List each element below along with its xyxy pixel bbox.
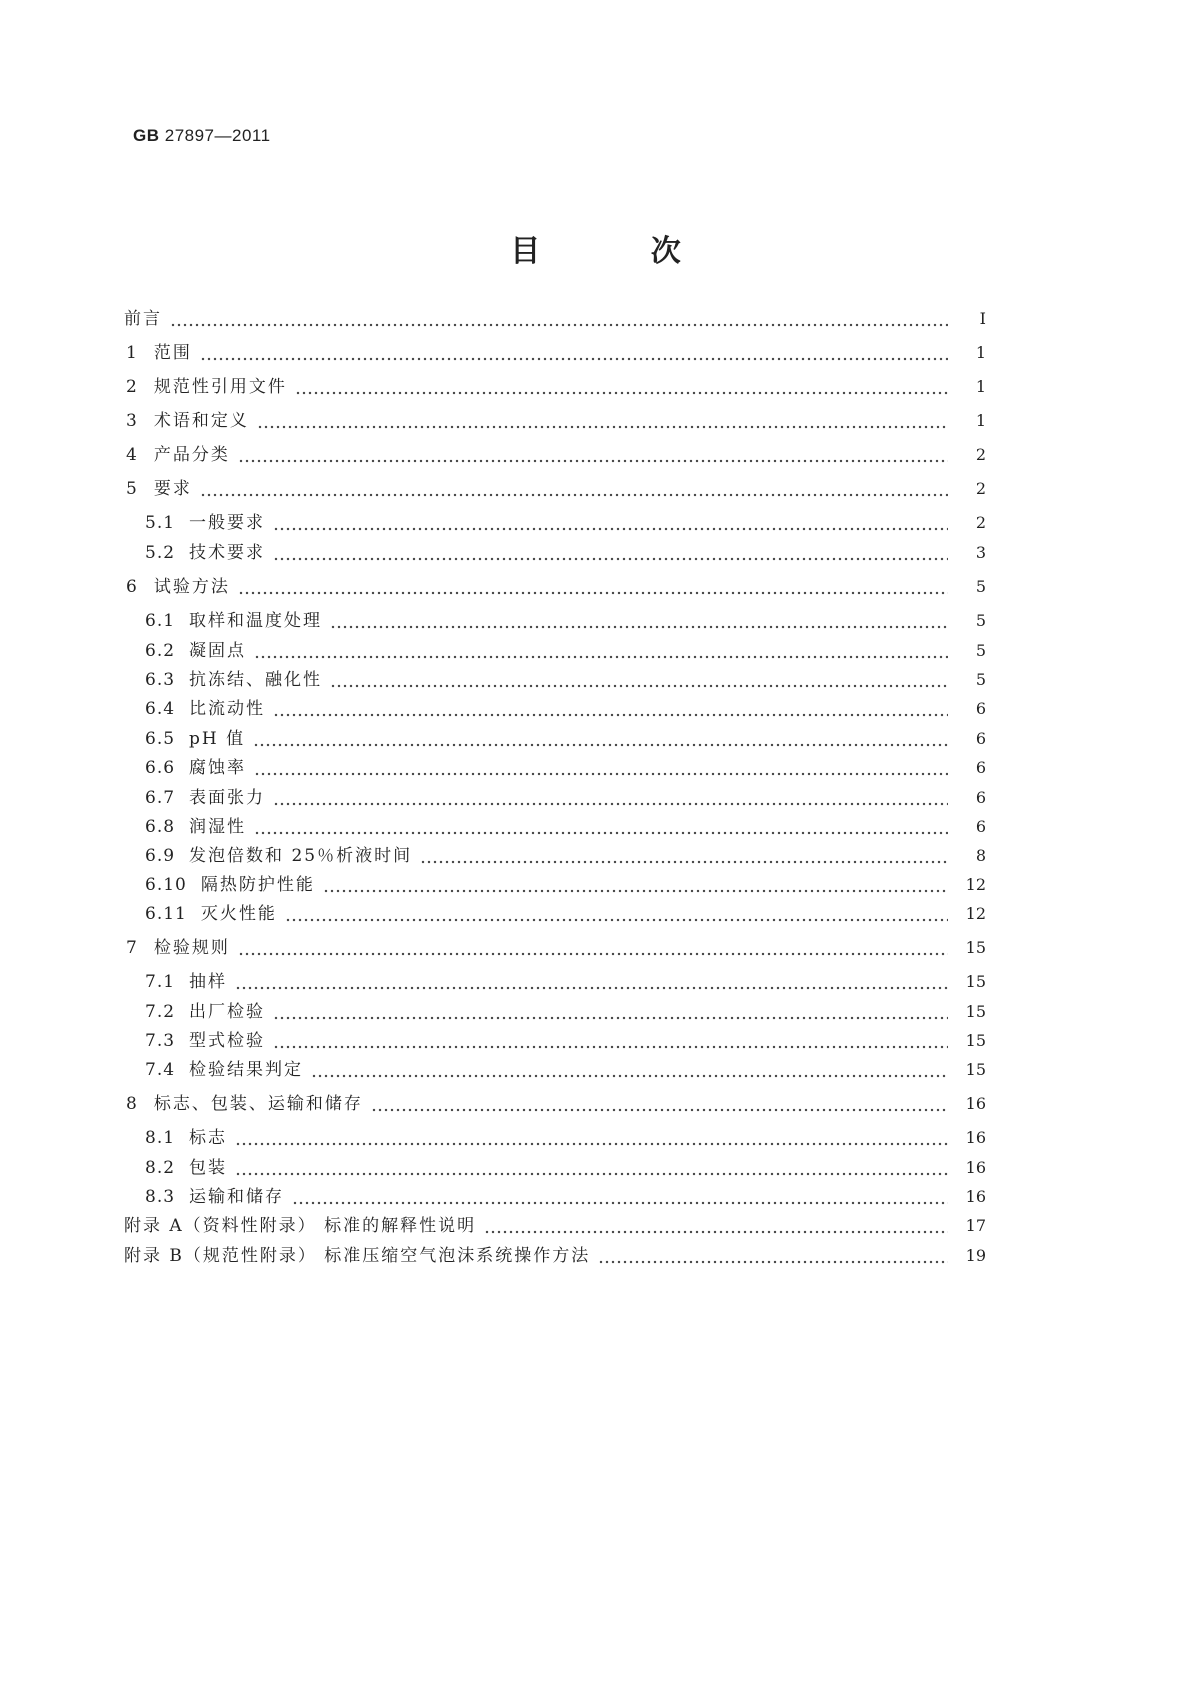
toc-entry-page: 19 (965, 1246, 986, 1265)
toc-entry-label (126, 443, 230, 467)
toc-leader-dots (254, 639, 948, 663)
toc-entry[interactable] (0, 1244, 1191, 1268)
toc-entry[interactable] (0, 307, 1191, 331)
toc-entry-page: 1 (975, 411, 986, 430)
toc-leader-dots (253, 727, 948, 751)
toc-entry-page: 5 (975, 670, 986, 689)
toc-leader-dots (254, 756, 948, 780)
toc-entry-label (126, 409, 249, 433)
toc-entry-page: 2 (975, 479, 986, 498)
toc-entry-label (145, 756, 246, 780)
toc-leader-dots (420, 844, 948, 868)
toc-leader-dots (273, 786, 948, 810)
toc-entry-title: 型式检验 (189, 1031, 266, 1051)
toc-entry-title: 取样和温度处理 (189, 611, 323, 631)
toc-entry[interactable] (0, 697, 1191, 721)
toc-entry-label (145, 815, 246, 839)
toc-entry-number: 8.3 (145, 1187, 176, 1207)
toc-entry-title: 出厂检验 (189, 1002, 266, 1022)
toc-entry-page: 5 (975, 641, 986, 660)
toc-entry-number: 7.2 (145, 1002, 176, 1022)
toc-entry-label (126, 477, 192, 501)
toc-leader-dots (273, 1000, 948, 1024)
toc-entry[interactable] (0, 375, 1191, 399)
toc-entry-label (145, 541, 265, 565)
toc-entry-title: pH 值 (189, 729, 246, 749)
toc-entry[interactable] (0, 575, 1191, 599)
toc-entry-number: 5 (126, 479, 138, 499)
toc-entry[interactable] (0, 541, 1191, 565)
toc-leader-dots (238, 443, 948, 467)
toc-entry-page: 6 (975, 758, 986, 777)
toc-entry[interactable] (0, 786, 1191, 810)
toc-entry-label (145, 511, 265, 535)
toc-entry-label (145, 1126, 227, 1150)
toc-entry-number: 7 (126, 938, 138, 958)
toc-entry-number: 3 (126, 411, 138, 431)
toc-entry-page: 12 (965, 904, 986, 923)
toc-entry-number: 6.3 (145, 670, 176, 690)
toc-entry-page: 12 (965, 875, 986, 894)
toc-entry-page: 15 (965, 1031, 986, 1050)
toc-entry-number: 6.8 (145, 817, 176, 837)
toc-entry-label (145, 668, 322, 692)
toc-leader-dots (238, 936, 948, 960)
toc-entry-page: 17 (965, 1216, 986, 1235)
toc-entry-title: 标志 (189, 1128, 228, 1148)
toc-entry-page: 16 (965, 1094, 986, 1113)
toc-entry-page: 5 (975, 577, 986, 596)
toc-entry-title: 灭火性能 (200, 904, 277, 924)
toc-entry-number: 6 (126, 577, 138, 597)
toc-entry[interactable] (0, 1156, 1191, 1180)
toc-entry-number: 5.1 (145, 513, 176, 533)
toc-entry-label (145, 1185, 284, 1209)
toc-leader-dots (295, 375, 948, 399)
toc-entry-label (145, 609, 322, 633)
toc-entry-page: 16 (965, 1187, 986, 1206)
toc-entry-title: 附录 B（规范性附录） 标准压缩空气泡沫系统操作方法 (124, 1246, 591, 1266)
toc-entry[interactable] (0, 902, 1191, 926)
toc-leader-dots (311, 1058, 948, 1082)
toc-entry-number: 6.4 (145, 699, 176, 719)
toc-entry-page: 2 (975, 445, 986, 464)
toc-entry-number: 5.2 (145, 543, 176, 563)
toc-entry[interactable] (0, 409, 1191, 433)
toc-leader-dots (371, 1092, 948, 1116)
toc-entry-title: 要求 (153, 479, 192, 499)
toc-entry-number: 8 (126, 1094, 138, 1114)
toc-entry-label (145, 639, 246, 663)
toc-title: 目 次 (510, 234, 731, 269)
toc-entry-title: 隔热防护性能 (200, 875, 315, 895)
toc-entry-number: 8.2 (145, 1158, 176, 1178)
toc-entry-page: 6 (975, 788, 986, 807)
standard-number: 27897—2011 (164, 126, 271, 145)
toc-entry[interactable] (0, 639, 1191, 663)
toc-leader-dots (323, 873, 948, 897)
toc-entry-page: 15 (965, 972, 986, 991)
toc-leader-dots (257, 409, 948, 433)
toc-entry-label (145, 697, 265, 721)
toc-entry[interactable] (0, 1058, 1191, 1082)
toc-entry-title: 标志、包装、运输和储存 (153, 1094, 363, 1114)
toc-entry-label (145, 873, 315, 897)
toc-entry-page: 6 (975, 817, 986, 836)
toc-entry-number: 8.1 (145, 1128, 176, 1148)
toc-entry-number: 6.10 (145, 875, 187, 895)
toc-entry[interactable] (0, 756, 1191, 780)
toc-leader-dots (238, 575, 948, 599)
toc-entry[interactable] (0, 1092, 1191, 1116)
toc-entry-page: 15 (965, 938, 986, 957)
toc-leader-dots (273, 1029, 948, 1053)
toc-entry-title: 附录 A（资料性附录） 标准的解释性说明 (124, 1216, 477, 1236)
toc-entry[interactable] (0, 873, 1191, 897)
toc-entry-title: 腐蚀率 (189, 758, 247, 778)
toc-entry-label (126, 1092, 363, 1116)
toc-entry-label (145, 1029, 265, 1053)
toc-entry[interactable] (0, 1000, 1191, 1024)
toc-entry-title: 术语和定义 (153, 411, 249, 431)
toc-entry[interactable] (0, 1185, 1191, 1209)
toc-entry-title: 检验结果判定 (189, 1060, 304, 1080)
toc-entry-label (145, 727, 245, 751)
toc-entry-number: 7.1 (145, 972, 176, 992)
toc-entry[interactable] (0, 970, 1191, 994)
toc-entry-number: 6.11 (145, 904, 187, 924)
toc-entry-page: 15 (965, 1060, 986, 1079)
toc-entry-title: 抗冻结、融化性 (189, 670, 323, 690)
toc-entry[interactable] (0, 1126, 1191, 1150)
toc-leader-dots (273, 541, 948, 565)
toc-entry-title: 规范性引用文件 (153, 377, 287, 397)
toc-entry[interactable] (0, 477, 1191, 501)
toc-entry-title: 范围 (153, 343, 192, 363)
toc-leader-dots (254, 815, 948, 839)
toc-leader-dots (170, 307, 948, 331)
toc-entry-title: 包装 (189, 1158, 228, 1178)
toc-entry-label (124, 307, 162, 331)
toc-entry-title: 润湿性 (189, 817, 247, 837)
toc-entry[interactable] (0, 609, 1191, 633)
toc-entry-number: 6.9 (145, 846, 176, 866)
toc-entry-label (124, 1244, 590, 1268)
toc-leader-dots (330, 609, 948, 633)
toc-entry-number: 6.7 (145, 788, 176, 808)
toc-entry-title: 前言 (124, 309, 162, 329)
toc-entry-page: 2 (975, 513, 986, 532)
toc-entry-page: 15 (965, 1002, 986, 1021)
toc-entry-label (124, 1214, 476, 1238)
toc-entry-page: Ⅰ (979, 309, 986, 328)
toc-leader-dots (598, 1244, 948, 1268)
toc-entry-page: 6 (975, 729, 986, 748)
toc-leader-dots (235, 970, 948, 994)
toc-entry[interactable] (0, 668, 1191, 692)
toc-entry-number: 7.3 (145, 1031, 176, 1051)
toc-leader-dots (292, 1185, 948, 1209)
toc-entry-number: 6.5 (145, 729, 176, 749)
toc-entry-number: 7.4 (145, 1060, 176, 1080)
toc-entry[interactable] (0, 1029, 1191, 1053)
toc-entry-title: 凝固点 (189, 641, 247, 661)
toc-entry-page: 8 (975, 846, 986, 865)
toc-entry-number: 1 (126, 343, 138, 363)
toc-entry-label (145, 1156, 227, 1180)
toc-entry-page: 3 (975, 543, 986, 562)
toc-entry-label (145, 902, 277, 926)
toc-entry-label (145, 1000, 265, 1024)
toc-entry[interactable] (0, 936, 1191, 960)
toc-entry[interactable] (0, 727, 1191, 751)
toc-entry-title: 产品分类 (153, 445, 230, 465)
toc-entry[interactable] (0, 511, 1191, 535)
toc-entry-number: 6.6 (145, 758, 176, 778)
toc-entry-title: 比流动性 (189, 699, 266, 719)
toc-entry-title: 一般要求 (189, 513, 266, 533)
toc-entry-title: 抽样 (189, 972, 228, 992)
toc-entry-page: 1 (975, 377, 986, 396)
toc-entry-page: 5 (975, 611, 986, 630)
toc-leader-dots (235, 1126, 948, 1150)
toc-leader-dots (330, 668, 948, 692)
toc-leader-dots (273, 697, 948, 721)
toc-entry-page: 1 (975, 343, 986, 362)
toc-entry-title: 发泡倍数和 25％析液时间 (189, 846, 413, 866)
toc-entry-label (145, 1058, 303, 1082)
toc-entry-title: 表面张力 (189, 788, 266, 808)
toc-leader-dots (200, 341, 948, 365)
toc-entry-number: 6.2 (145, 641, 176, 661)
toc-entry-page: 16 (965, 1158, 986, 1177)
toc-entry-label (126, 341, 192, 365)
toc-entry-label (145, 844, 412, 868)
toc-entry-page: 6 (975, 699, 986, 718)
toc-entry-page: 16 (965, 1128, 986, 1147)
toc-entry-title: 技术要求 (189, 543, 266, 563)
toc-entry-label (126, 936, 230, 960)
toc-entry-label (126, 375, 287, 399)
toc-entry[interactable] (0, 844, 1191, 868)
toc-leader-dots (200, 477, 948, 501)
toc-leader-dots (273, 511, 948, 535)
toc-entry[interactable] (0, 341, 1191, 365)
toc-entry-title: 试验方法 (153, 577, 230, 597)
toc-entry-number: 4 (126, 445, 138, 465)
toc-entry-title: 运输和储存 (189, 1187, 285, 1207)
toc-leader-dots (285, 902, 948, 926)
toc-entry[interactable] (0, 443, 1191, 467)
toc-leader-dots (484, 1214, 948, 1238)
toc-entry-label (126, 575, 230, 599)
toc-entry-number: 6.1 (145, 611, 176, 631)
toc-entry-label (145, 970, 227, 994)
toc-entry[interactable] (0, 1214, 1191, 1238)
toc-entry[interactable] (0, 815, 1191, 839)
toc-leader-dots (235, 1156, 948, 1180)
toc-entry-number: 2 (126, 377, 138, 397)
toc-entry-title: 检验规则 (153, 938, 230, 958)
standard-prefix: GB (133, 126, 160, 145)
toc-entry-label (145, 786, 265, 810)
